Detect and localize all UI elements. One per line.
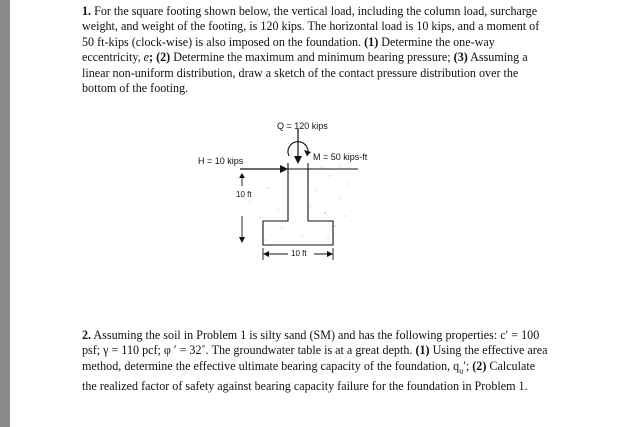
part-1-label: (1) <box>364 34 379 49</box>
moment-arrowhead <box>304 150 311 156</box>
vertical-load-arrowhead <box>294 156 302 164</box>
width-dim-left-arrowhead <box>263 251 269 257</box>
width-label: 10 ft <box>291 249 307 258</box>
part-3-text: Assuming a linear non-uniform distribution, draw a sketch of the contact pressure distribution over the bottom of the footing. <box>82 50 528 96</box>
p2-part-1-label: (1) <box>415 343 430 358</box>
p2-part-2-text: Calculate the realized factor of safety against bearing capacity failure for the foundation in Problem 1. <box>82 358 536 393</box>
soil-speckle <box>241 165 352 240</box>
problem-1-statement: For the square footing shown below, the vertical load, including the column load, surcharge weight, and weight of the footing, is 120 kips. The horizontal load is 10 kips, and a moment of 50 ft-kips (clock-wise) is also imposed on the foundation. <box>82 4 540 49</box>
p2-part-1-text: Using the effective area method, determine the effective ultimate bearing capacity of the foundation, q <box>82 343 548 373</box>
vertical-load-label: Q = 120 kips <box>277 121 328 131</box>
part-2-label: ; (2) <box>149 50 171 65</box>
depth-label: 10 ft <box>236 190 252 199</box>
depth-dim-bottom-arrowhead <box>239 237 245 243</box>
qu-subscript: u <box>459 366 464 376</box>
part-3-label: (3) <box>453 50 468 65</box>
footing-outline <box>263 163 333 245</box>
depth-dim-top-arrowhead <box>239 173 245 178</box>
problem-1-text <box>82 4 552 96</box>
part-1-text: Determine the one-way eccentricity, <box>82 34 495 65</box>
horizontal-load-label: H = 10 kips <box>198 156 244 166</box>
problem-2-number: 2. <box>82 328 92 342</box>
problem-2-statement: Assuming the soil in Problem 1 is silty sand (SM) and has the following properties: c′ = 100 psf; γ = 110 pcf; φ ′ = 32˚. The groundwater table is at a great depth. <box>82 328 540 358</box>
horizontal-load-arrowhead <box>280 165 288 173</box>
p2-part-2-label: (2) <box>472 358 487 373</box>
p2-part-1-end: ′; <box>463 358 473 373</box>
eccentricity-symbol: e <box>143 50 150 65</box>
left-edge-bar <box>0 0 10 427</box>
problem-2-text <box>82 328 552 394</box>
part-2-text: Determine the maximum and minimum bearing pressure; <box>170 50 454 65</box>
moment-label: M = 50 kips-ft <box>313 152 368 162</box>
problem-1-number: 1. <box>82 4 92 18</box>
footing-figure <box>190 118 420 276</box>
width-dim-right-arrowhead <box>327 251 333 257</box>
